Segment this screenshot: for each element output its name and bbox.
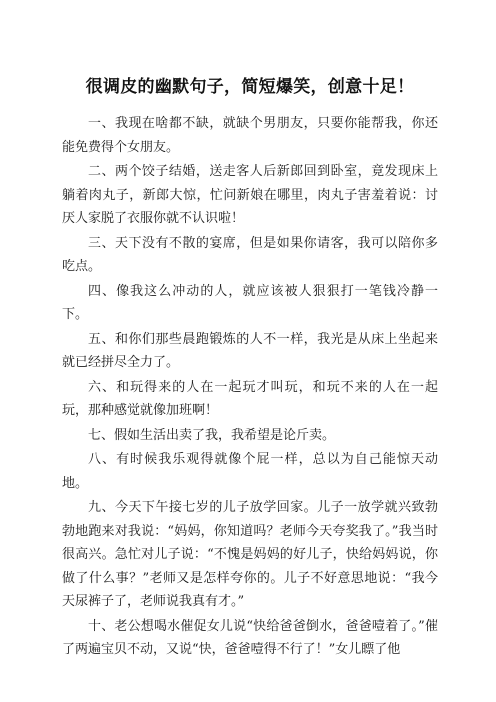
paragraph-9: 九、今天下午接七岁的儿子放学回家。儿子一放学就兴致勃勃地跑来对我说：“妈妈，你知道吗？老师今天夸奖我了。”我当时很高兴。急忙对儿子说：“不愧是妈妈的好儿子，快给妈妈说，你做了什么事？”老师又是怎样夸你的。儿子不好意思地说：“我今天尿裤子了，老师说我真有才。” [62,500,438,609]
paragraph-4: 四、像我这么冲动的人，就应该被人狠狠打一笔钱冷静一下。 [62,283,438,322]
paragraph-8: 八、有时候我乐观得就像个屁一样，总以为自己能惊天动地。 [62,452,438,491]
paragraph-6: 六、和玩得来的人在一起玩才叫玩，和玩不来的人在一起玩，那种感觉就像加班啊！ [62,379,438,418]
paragraph-3: 三、天下没有不散的宴席，但是如果你请客，我可以陪你多吃点。 [62,235,438,274]
paragraph-7: 七、假如生活出卖了我，我希望是论斤卖。 [88,427,336,443]
paragraph-5: 五、和你们那些晨跑锻炼的人不一样，我光是从床上坐起来就已经拼尽全力了。 [62,331,438,370]
paragraph-1: 一、我现在啥都不缺，就缺个男朋友，只要你能帮我，你还能免费得个女朋友。 [62,116,438,155]
paragraph-2: 二、两个饺子结婚，送走客人后新郎回到卧室，竟发现床上躺着肉丸子，新郎大惊，忙问新娘在哪里，肉丸子害羞着说：讨厌人家脱了衣服你就不认识啦！ [62,164,438,226]
document-body [62,112,438,662]
paragraph-10: 十、老公想喝水催促女儿说“快给爸爸倒水，爸爸噎着了。”催了两遍宝贝不动，又说“快，爸爸噎得不行了！”女儿瞟了他 [62,618,438,657]
document-title: 很调皮的幽默句子，简短爆笑，创意十足！ [85,77,415,97]
